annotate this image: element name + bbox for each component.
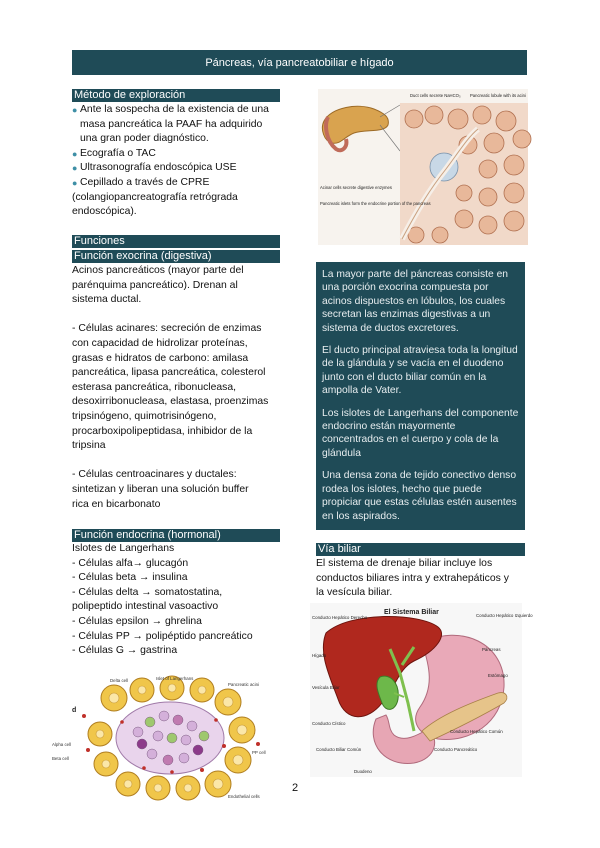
figure-title: El Sistema Biliar — [384, 609, 439, 616]
text-line: sintetizan y liberan una solución buffer — [72, 483, 249, 495]
text-line: - Células alfa→ glucagón — [72, 557, 189, 569]
figure-label: Conducto Pancreático — [434, 747, 478, 752]
text-line: - Células PP → polipéptido pancreático — [72, 630, 253, 642]
text-line: - Células beta → insulina — [72, 572, 188, 584]
figure-label: Pancreatic islets form the endocrine portion of the pancreas — [320, 201, 431, 206]
info-paragraph: Una densa zona de tejido conectivo denso rodea los islotes, hecho que puede propiciar que estas células estén ausentes en los aspirados. — [322, 470, 517, 522]
text-line: tripsina — [72, 440, 106, 452]
text-line: la vesícula biliar. — [316, 587, 393, 599]
text-line: - Células delta → somatostatina, — [72, 586, 223, 598]
bullet-icon: ● — [72, 163, 78, 174]
list-item-continuation: masa pancreática la PAAF ha adquirido — [80, 118, 263, 130]
exocrine-heading: Función exocrina (digestiva) — [72, 250, 280, 263]
text-line: El sistema de drenaje biliar incluye los — [316, 558, 493, 569]
figure-label: Delta cell — [110, 678, 129, 683]
endocrine-text — [72, 542, 287, 659]
page-title-bar — [72, 50, 527, 75]
list-item: ● Ante la sospecha de la existencia de una — [72, 103, 287, 118]
figure-label: Conducto Hepático Común — [450, 729, 503, 734]
list-item: ● Cepillado a través de CPRE — [72, 176, 287, 191]
exploration-list — [72, 103, 287, 220]
list-item-note: endoscópica). — [72, 206, 137, 218]
figure-label: Pancreatic lobule with its acini — [470, 93, 526, 98]
text-line: Acinos pancreáticos (mayor parte del — [72, 265, 244, 276]
biliary-text — [316, 557, 531, 601]
figure-label: Acinar cells secrete digestive enzymes — [320, 185, 392, 190]
figure-label: PP cell — [252, 750, 266, 755]
info-paragraph: La mayor parte del páncreas consiste en una porción exocrina compuesta por acinos dispuestos en lóbulos, los cuales secretan las enzimas digestivas a un sistema de ductos excretores. — [322, 269, 509, 334]
page-number: 2 — [292, 782, 299, 794]
text-line: tripsinógeno, quimotrisinógeno, — [72, 410, 217, 422]
islet-histology-figure — [52, 676, 288, 800]
text-line: conductos biliares intra y extrahepáticos y — [316, 572, 509, 584]
biliary-system-figure — [310, 603, 533, 777]
text-line: desoxirribonucleasa, elastasa, proenzimas — [72, 396, 269, 408]
text-line: parénquima pancreático). Drenan al — [72, 279, 238, 291]
figure-label: Conducto Hepático Derecho — [312, 615, 368, 620]
text-line: sistema ductal. — [72, 294, 142, 306]
list-item-continuation: una gran poder diagnóstico. — [80, 133, 209, 145]
exploration-heading: Método de exploración — [72, 89, 280, 102]
figure-label: Conducto Hepático Izquierdo — [476, 613, 533, 618]
text-line: - Células acinares: secreción de enzimas — [72, 323, 262, 335]
pancreas-acini-figure — [318, 89, 528, 245]
text-line: rica en bicarbonato — [72, 498, 161, 510]
text-line: - Células G → gastrina — [72, 645, 178, 657]
endocrine-heading: Función endocrina (hormonal) — [72, 529, 280, 542]
figure-label: Pancreatic acini — [228, 682, 259, 687]
list-item-note: (colangiopancreatografía retrógrada — [72, 191, 238, 203]
biliary-heading: Vía biliar — [316, 543, 525, 556]
list-item: ● Ultrasonografía endoscópica USE — [72, 161, 287, 176]
text-line: pancreática, lipasa pancreática, colesterol — [72, 367, 266, 379]
figure-label: Endothelial cells — [228, 794, 260, 799]
figure-label: Conducto Cístico — [312, 721, 346, 726]
figure-label: Beta cell — [52, 756, 69, 761]
text-line: grasas e hidratos de carbono: amilasa — [72, 352, 249, 364]
spacer — [72, 308, 287, 323]
text-line: - Células centroacinares y ductales: — [72, 469, 237, 481]
functions-heading: Funciones — [72, 235, 280, 248]
bullet-icon: ● — [72, 177, 78, 188]
text-line: Islotes de Langerhans — [72, 543, 175, 554]
figure-label: Duct cells secrete NaHCO₃ — [410, 93, 461, 98]
spacer — [72, 454, 287, 469]
figure-label: Duodeno — [354, 769, 372, 774]
bullet-icon: ● — [72, 105, 78, 115]
figure-label: Estómago — [488, 673, 508, 678]
panel-letter: d — [72, 707, 77, 714]
pancreas-info-box — [316, 262, 525, 530]
figure-label: Vesícula Biliar — [312, 685, 340, 690]
text-line: esterasa pancreática, ribonucleasa, — [72, 381, 237, 393]
figure-label: Conducto Biliar Común — [316, 747, 362, 752]
figure-label: Hígado — [312, 653, 327, 658]
figure-label: Páncreas — [482, 647, 501, 652]
info-paragraph: El ducto principal atraviesa toda la longitud de la glándula y se vacía en el duodeno junto con el ducto biliar común en la ampolla de Vater. — [322, 345, 518, 397]
exocrine-text — [72, 264, 287, 512]
text-line: procarboxipolipeptidasa, inhibidor de la — [72, 425, 253, 437]
list-item: ● Ecografía o TAC — [72, 147, 287, 162]
page-title: Páncreas, vía pancreatobiliar e hígado — [205, 56, 394, 69]
bullet-icon: ● — [72, 148, 78, 159]
text-line: con capacidad de hidrolizar proteínas, — [72, 337, 248, 349]
figure-label: Alpha cell — [52, 742, 72, 747]
text-line: - Células epsilon → ghrelina — [72, 615, 202, 627]
info-paragraph: Los islotes de Langerhans del componente endocrino están mayormente concentrados en el cuerpo y cola de la glándula — [322, 407, 519, 459]
text-line: polipeptido intestinal vasoactivo — [72, 601, 219, 613]
figure-label: Islet of Langerhans — [156, 676, 194, 681]
